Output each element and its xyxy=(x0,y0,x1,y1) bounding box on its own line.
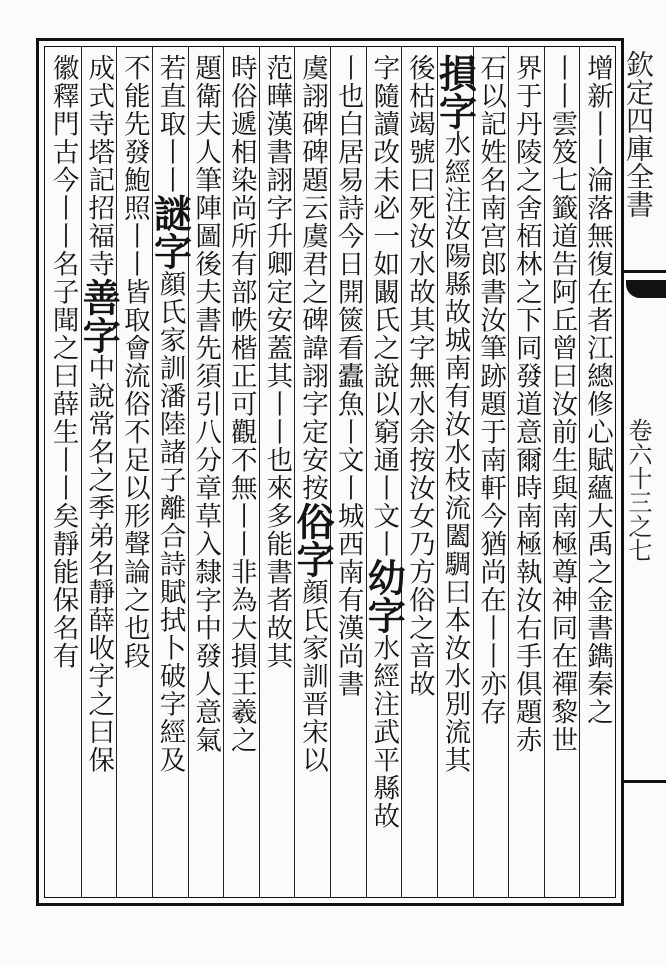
column-rule xyxy=(544,46,545,898)
text-column xyxy=(116,54,152,892)
fishtail-line xyxy=(622,780,666,783)
text-column xyxy=(330,54,366,892)
text-column xyxy=(290,54,335,892)
text-column xyxy=(259,54,295,892)
text-column xyxy=(579,54,615,892)
headword-char: 字 xyxy=(432,92,478,130)
column-rule xyxy=(437,46,438,898)
text-segment: 虞詡碑碑題云虞君之碑諱詡字定安按 xyxy=(297,54,328,502)
text-segment: 增新丨丨淪落無復在者江總修心賦蘊大禹之金書鐫秦之 xyxy=(582,54,613,726)
text-column xyxy=(361,54,407,892)
column-rule xyxy=(188,46,189,898)
text-segment: 界于丹陵之舍栢林之下同發道意爾時南極執汝右手俱題赤 xyxy=(510,54,542,754)
headword-char: 字 xyxy=(361,596,407,634)
headword-char: 字 xyxy=(76,316,122,354)
text-column xyxy=(401,54,437,892)
text-segment: 字隨讀改未必一如闞氏之說以窮通丨 xyxy=(368,54,400,502)
text-segment: 顔氏家訓晋宋以 xyxy=(297,578,328,774)
volume-label: 卷六十三之七 xyxy=(624,418,652,562)
column-rule xyxy=(579,46,580,898)
text-segment: 成式寺塔記招福寺 xyxy=(83,54,115,278)
text-column xyxy=(188,54,224,892)
page-margin xyxy=(608,50,666,870)
headword-char: 俗 xyxy=(290,502,335,540)
fishtail-mark xyxy=(626,280,666,298)
headword-char: 字 xyxy=(147,232,193,270)
column-rule xyxy=(401,46,402,898)
column-rule xyxy=(294,46,295,898)
text-segment: 題衛夫人筆陣圖後夫書先須引八分章草入隸字中發人意氣 xyxy=(190,54,222,754)
text-column xyxy=(432,54,478,892)
text-column xyxy=(508,54,544,892)
text-column xyxy=(473,54,509,892)
fishtail-line xyxy=(622,270,666,273)
column-rule xyxy=(473,46,474,898)
text-segment: 顔氏家訓潘陸諸子離合詩賦拭卜破字經及 xyxy=(154,270,186,774)
text-segment: 水經注汝陽縣故城南有汝水枝流闔騆曰本汝水別流其 xyxy=(439,130,471,774)
column-rule xyxy=(152,46,153,898)
column-rule xyxy=(508,46,509,898)
headword-char: 幼 xyxy=(361,558,407,596)
text-segment: 徽釋門古今丨丨名子聞之曰薛生丨丨矣靜能保名有 xyxy=(47,54,79,670)
text-column xyxy=(76,54,122,892)
column-rule xyxy=(366,46,367,898)
text-column xyxy=(147,54,193,892)
headword-char: 謎 xyxy=(147,194,193,232)
column-rule xyxy=(330,46,331,898)
column-rule xyxy=(116,46,117,898)
headword-char: 損 xyxy=(432,54,478,92)
column-rule xyxy=(81,46,82,898)
text-segment: 丨也白居易詩今日開篋看蠹魚丨文丨城西南有漢尚書 xyxy=(332,54,364,698)
book-title: 欽定四庫全書 xyxy=(622,50,655,218)
text-segment: 文丨 xyxy=(368,502,400,558)
column-rule xyxy=(259,46,260,898)
text-segment: 丨丨雲笈七籤道告阿丘曾曰汝前生與南極尊神同在禪黎世 xyxy=(546,54,578,754)
text-segment: 水經注武平縣故 xyxy=(368,634,400,830)
column-rule xyxy=(223,46,224,898)
text-segment: 後枯竭號曰死汝水故其字無水余按汝女乃方俗之音故 xyxy=(403,54,435,698)
text-segment: 中說常名之季弟名靜薛收字之曰保 xyxy=(83,354,115,774)
text-segment: 若直取丨丨 xyxy=(154,54,186,194)
headword-char: 善 xyxy=(76,278,122,316)
text-segment: 石以記姓名南宫郎書汝筆跡題于南軒今猶尚在丨丨亦存 xyxy=(475,54,507,726)
text-segment: 時俗遞相染尚所有部帙楷正可觀不無丨丨非為大損王羲之 xyxy=(225,54,257,754)
text-segment: 范曄漢書詡字升卿定安蓋其丨丨也來多能書者故其 xyxy=(261,54,293,670)
text-column xyxy=(223,54,259,892)
headword-char: 字 xyxy=(290,540,335,578)
text-column xyxy=(544,54,580,892)
text-segment: 不能先發鮑照丨丨皆取會流俗不足以形聲論之也段 xyxy=(118,54,150,670)
text-column xyxy=(45,54,81,892)
